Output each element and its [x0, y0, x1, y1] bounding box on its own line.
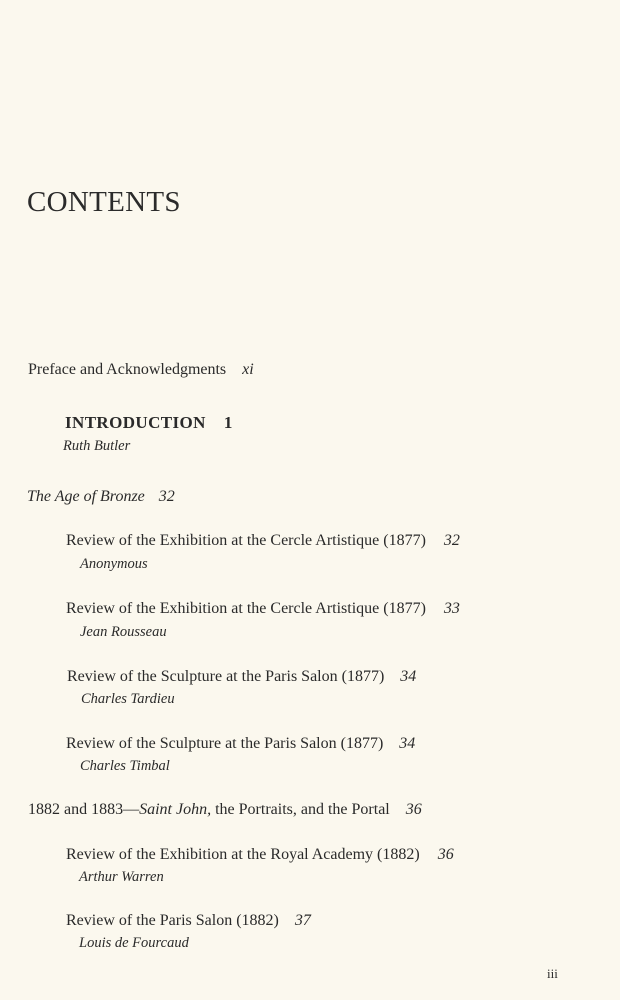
- entry-author: Anonymous: [80, 556, 148, 572]
- entry-author: Charles Timbal: [80, 758, 170, 774]
- entry-author: Ruth Butler: [63, 438, 131, 454]
- page-title: CONTENTS: [27, 186, 181, 218]
- entry-author: Jean Rousseau: [80, 624, 167, 640]
- section-page: 36: [405, 801, 422, 818]
- entry-page: 34: [400, 668, 417, 685]
- entry-author: Louis de Fourcaud: [79, 935, 189, 951]
- entry-title: Review of the Exhibition at the Cercle Artistique (1877): [66, 600, 426, 617]
- entry-page: 33: [443, 600, 460, 617]
- toc-section-age-of-bronze: [27, 487, 175, 507]
- toc-entry: [66, 734, 415, 754]
- entry-title: Review of the Sculpture at the Paris Salon (1877): [66, 735, 384, 752]
- entry-page: xi: [242, 361, 254, 378]
- toc-entry: [67, 667, 416, 687]
- entry-page: 36: [437, 846, 454, 863]
- toc-entry: [66, 845, 454, 865]
- entry-author: Arthur Warren: [79, 869, 164, 885]
- entry-title: Review of the Exhibition at the Royal Academy (1882): [66, 846, 420, 863]
- entry-title: Review of the Sculpture at the Paris Salon (1877): [67, 668, 385, 685]
- toc-entry: [66, 531, 460, 551]
- toc-entry-preface: [28, 360, 254, 380]
- entry-page: 37: [294, 912, 311, 929]
- toc-entry-introduction: [65, 413, 233, 433]
- entry-author: Charles Tardieu: [81, 691, 175, 707]
- section-title-italic: Saint John,: [139, 801, 212, 818]
- page-number: iii: [547, 966, 558, 981]
- toc-section-1882-1883: [28, 800, 422, 820]
- toc-entry: [66, 911, 311, 931]
- entry-title: Preface and Acknowledgments: [28, 361, 227, 378]
- section-title-prefix: 1882 and 1883—: [28, 801, 140, 818]
- entry-title: Review of the Paris Salon (1882): [66, 912, 279, 929]
- entry-page: 1: [223, 413, 233, 432]
- section-page: 32: [158, 488, 175, 505]
- section-title: The Age of Bronze: [27, 488, 145, 505]
- entry-title: INTRODUCTION: [65, 413, 206, 432]
- entry-title: Review of the Exhibition at the Cercle Artistique (1877): [66, 532, 426, 549]
- toc-entry: [66, 599, 460, 619]
- entry-page: 32: [443, 532, 460, 549]
- section-title-suffix: the Portraits, and the Portal: [211, 801, 390, 818]
- entry-page: 34: [399, 735, 416, 752]
